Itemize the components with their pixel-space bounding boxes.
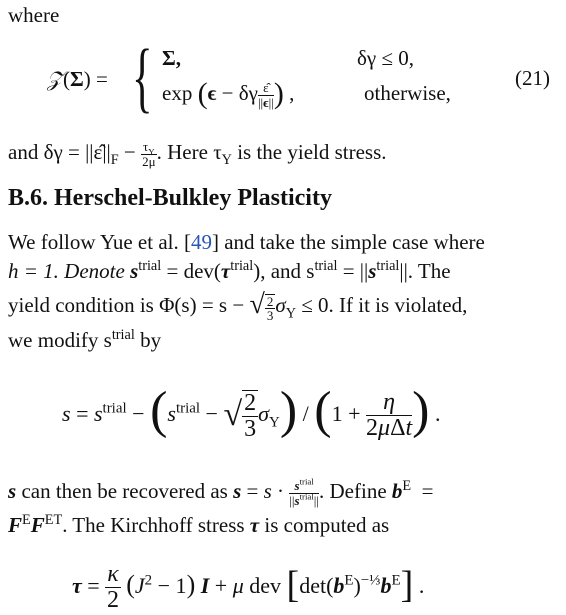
modify-text: we modify s [8, 328, 112, 352]
para-line-6: $F^EF^{ET}$. The Kirchhoff stress τ is computed as [8, 512, 390, 537]
para-line-1 [8, 229, 485, 255]
kirchhoff-text: . The Kirchhoff stress [62, 513, 245, 537]
equation-number-21: (21) [515, 66, 550, 90]
eq21-lhs: 𝒵(Σ) = [47, 67, 108, 91]
para2-dev: = dev( [161, 259, 221, 283]
here-text: . Here τ [156, 140, 222, 164]
eq21-case2-condition: otherwise, [364, 81, 451, 105]
sigma-symbol: σ [275, 293, 286, 318]
trial-sup: trial [111, 327, 135, 343]
yield-condition-lead: yield condition is Φ(s) = s − [8, 293, 245, 318]
trial-sup: trial [230, 258, 254, 274]
recover-text: can then be recovered as [21, 479, 228, 503]
eq21-case1-condition: δγ ≤ 0, [357, 46, 414, 70]
eq21-case2-value: exp (ϵ − δγ $\frac{\varepsilon̂}{||\epsilon||}$ ) , [162, 77, 295, 110]
trial-sup: trial [314, 258, 338, 274]
delta-gamma-lead: and δγ = ||ε̂|| [8, 140, 111, 164]
para1-start: We follow Yue et al. [ [8, 230, 191, 254]
para-line-2: h = 1. Denote $s^{trial} = dev(\tau^{trial})$, and $s^{trial} = ||s^{trial}||$. The [8, 258, 451, 283]
para-line-3: yield condition is Φ(s) = s − √ $\frac{2}{3}$ $\sigma_Y \le 0$. If it is violated, [8, 289, 468, 324]
computed-as-text: is computed as [264, 513, 390, 537]
para-line-5: s can then be recovered as s = s · $\frac{s^{trial}}{||s^{trial}||}$ . Define $b^E$ = [8, 476, 434, 508]
para2-end: ||. The [399, 259, 451, 283]
para1-end: ] and take the simple case where [211, 230, 485, 254]
define-text: . Define [319, 479, 387, 503]
s-update-equation: $s = s^{trial} - (s^{trial}$ − √ $\frac{2}{3}$ $\sigma_Y) / (1$ + $\frac{\eta}{\text{2μΔt}}$ ) . [62, 382, 441, 442]
by-text: by [134, 328, 162, 352]
where-text: where [8, 3, 60, 27]
citation-link[interactable]: 49 [190, 230, 212, 254]
trial-sup: trial [138, 258, 162, 274]
yield-stress-text: is the yield stress. [231, 140, 387, 164]
delta-gamma-line: and $\delta\gamma = ||\varepsilon̂||_F$ − $\frac{\tau_Y}{2\mu}$ . Here $\tau_Y$ is the yield stress. [8, 139, 387, 169]
section-heading: B.6. Herschel-Bulkley Plasticity [8, 185, 332, 211]
para2-norm: = || [337, 259, 369, 283]
eq21-case1-value: Σ, [162, 46, 181, 70]
yield-condition-tail: ≤ 0. If it is violated, [296, 293, 468, 318]
para2-mid: ), and s [253, 259, 315, 283]
para2-start: h = 1. Denote [8, 259, 131, 283]
kirchhoff-equation: τ = $\frac{\kappa}{2}$ $(J^2 - 1) I + \mu$ dev $[\det(b^E)^{-\frac{1}{3}}b^E]$ . [72, 561, 425, 614]
eq21-brace: { [132, 33, 153, 120]
para-line-4 [8, 327, 161, 353]
trial-sup: trial [376, 258, 400, 274]
